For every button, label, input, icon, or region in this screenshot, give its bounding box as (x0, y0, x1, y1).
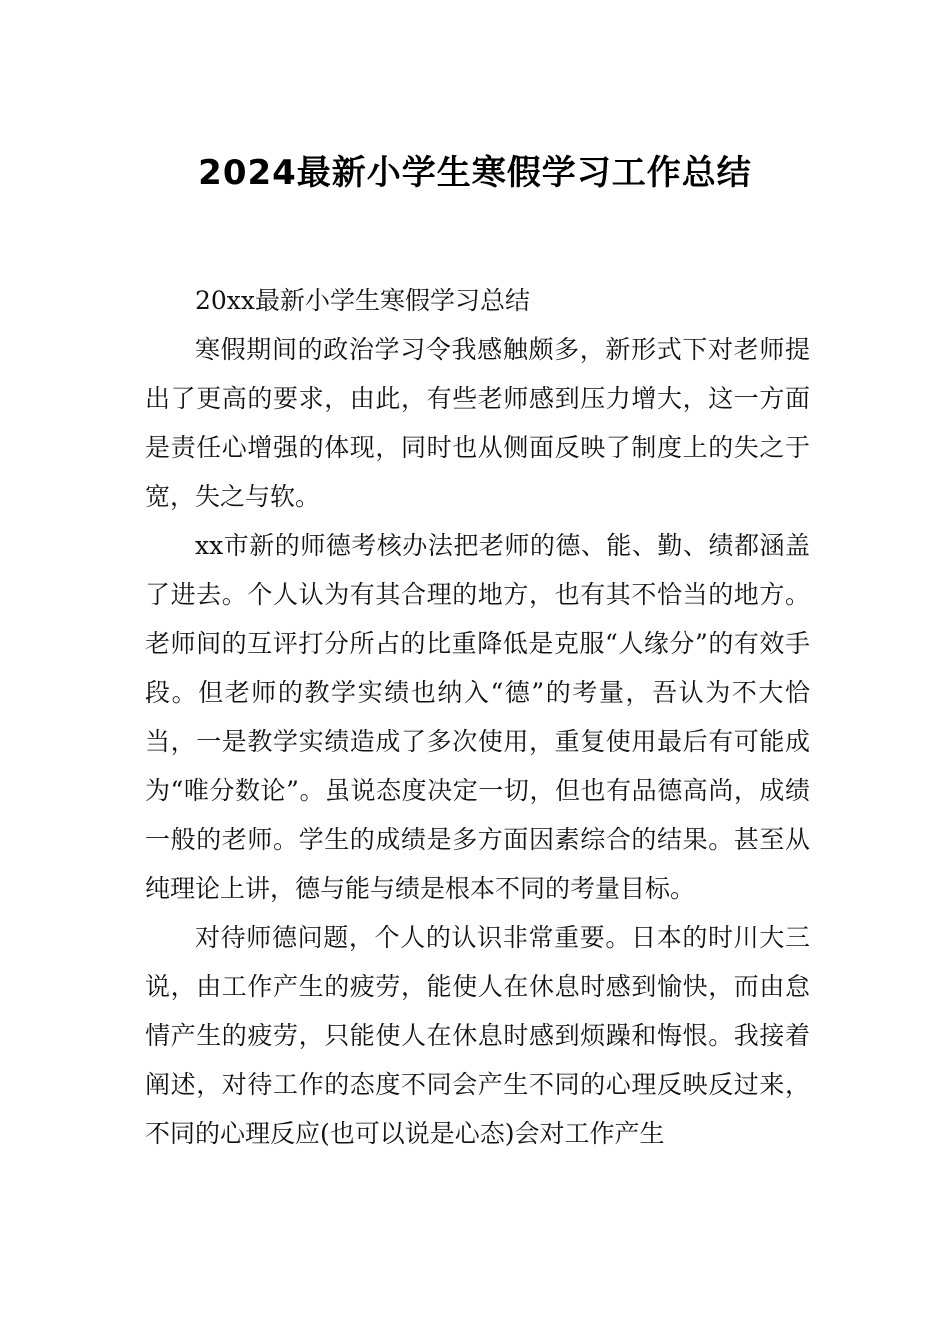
document-body (145, 276, 810, 1158)
paragraph: xx市新的师德考核办法把老师的德、能、勤、绩都涵盖了进去。个人认为有其合理的地方，也有其不恰当的地方。老师间的互评打分所占的比重降低是克服“人缘分”的有效手段。但老师的教学实绩也纳入“德”的考量，吾认为不大恰当，一是教学实绩造成了多次使用，重复使用最后有可能成为“唯分数论”。虽说态度决定一切，但也有品德高尚，成绩一般的老师。学生的成绩是多方面因素综合的结果。甚至从纯理论上讲，德与能与绩是根本不同的考量目标。 (145, 531, 810, 903)
paragraph: 对待师德问题，个人的认识非常重要。日本的时川大三说，由工作产生的疲劳，能使人在休息时感到愉快，而由怠情产生的疲劳，只能使人在休息时感到烦躁和悔恨。我接着阐述，对待工作的态度不同会产生不同的心理反映反过来，不同的心理反应(也可以说是心态)会对工作产生 (145, 923, 810, 1148)
document-subtitle: 20xx最新小学生寒假学习总结 (195, 286, 531, 315)
document-title: 2024最新小学生寒假学习工作总结 (198, 152, 752, 193)
paragraph: 寒假期间的政治学习令我感触颇多，新形式下对老师提出了更高的要求，由此，有些老师感到压力增大，这一方面是责任心增强的体现，同时也从侧面反映了制度上的失之于宽，失之与软。 (145, 335, 810, 511)
